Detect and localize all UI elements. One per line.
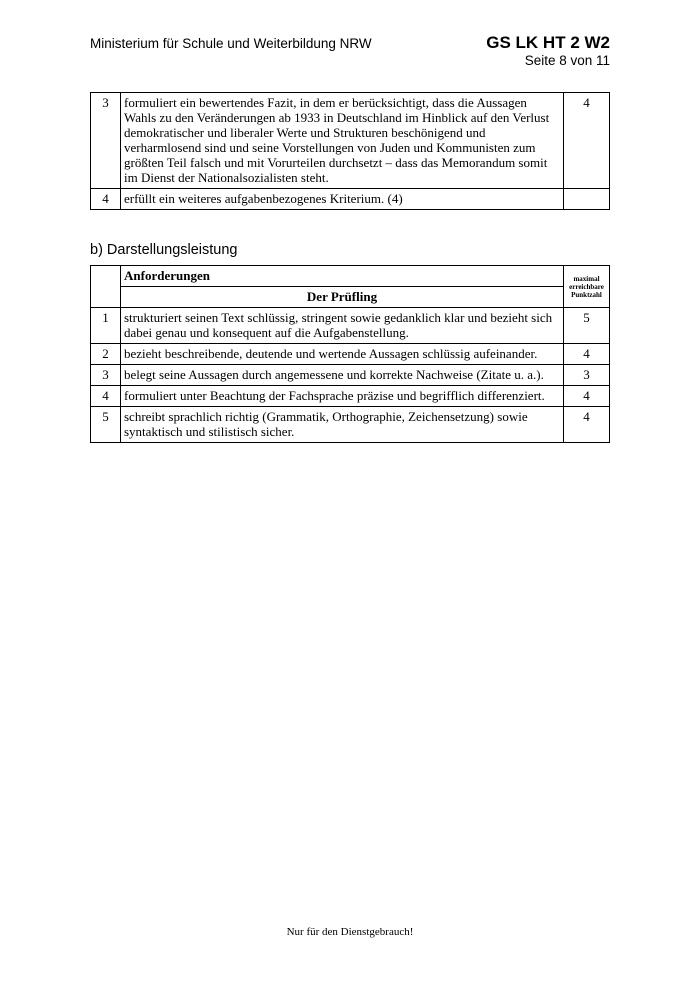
- section-title: b) Darstellungsleistung: [90, 242, 238, 258]
- table-subheader-row: [91, 287, 610, 308]
- criterion-points: 4: [564, 407, 610, 443]
- criterion-text: strukturiert seinen Text schlüssig, stringent sowie gedanklich klar und bezieht sich dabei genau und konsequent auf die Aufgabenstellung.: [121, 308, 564, 344]
- criterion-text: bezieht beschreibende, deutende und wertende Aussagen schlüssig aufeinander.: [121, 344, 564, 365]
- criterion-points: 5: [564, 308, 610, 344]
- max-points-header: maximal erreichbare Punktzahl: [564, 266, 610, 308]
- table-header-row: [91, 266, 610, 287]
- subject-header: Der Prüfling: [121, 287, 564, 308]
- criterion-text: erfüllt ein weiteres aufgabenbezogenes Kriterium. (4): [121, 189, 564, 210]
- row-number: 5: [91, 407, 121, 443]
- table-row: [91, 407, 610, 443]
- row-number: 3: [91, 93, 121, 189]
- row-number: 1: [91, 308, 121, 344]
- criterion-points: 4: [564, 93, 610, 189]
- requirements-header: Anforderungen: [121, 266, 564, 287]
- criterion-text: formuliert ein bewertendes Fazit, in dem er berücksichtigt, dass die Aussagen Wahls zu den Veränderungen ab 1933 in Deutschland im Hinblick auf den Verlust demokratischer und liberaler Werte und Strukturen beschönigend und verharmlosend sind und seine Vorstellungen von Juden und Kommunisten zum größten Teil falsch und mit Vorurteilen durchsetzt – dass das Memorandum somit im Dienst der Nationalsozialisten steht.: [121, 93, 564, 189]
- row-number: 4: [91, 386, 121, 407]
- header-empty-cell: [91, 266, 121, 308]
- criterion-text: formuliert unter Beachtung der Fachsprache präzise und begrifflich differenziert.: [121, 386, 564, 407]
- page-number: Seite 8 von 11: [524, 53, 610, 68]
- criterion-points: 3: [564, 365, 610, 386]
- row-number: 4: [91, 189, 121, 210]
- ministry-name: Ministerium für Schule und Weiterbildung NRW: [90, 36, 372, 51]
- row-number: 2: [91, 344, 121, 365]
- criterion-points: 4: [564, 344, 610, 365]
- criterion-text: schreibt sprachlich richtig (Grammatik, Orthographie, Zeichensetzung) sowie syntaktisch und stilistisch sicher.: [121, 407, 564, 443]
- row-number: 3: [91, 365, 121, 386]
- table-row: [91, 189, 610, 210]
- document-header: [486, 33, 610, 68]
- table-row: [91, 93, 610, 189]
- criterion-text: belegt seine Aussagen durch angemessene und korrekte Nachweise (Zitate u. a.).: [121, 365, 564, 386]
- table-row: [91, 386, 610, 407]
- table-row: [91, 308, 610, 344]
- table-row: [91, 344, 610, 365]
- criterion-points: [564, 189, 610, 210]
- content-criteria-table: [90, 92, 610, 210]
- criterion-points: 4: [564, 386, 610, 407]
- presentation-criteria-table: [90, 265, 610, 443]
- table-row: [91, 365, 610, 386]
- document-code: GS LK HT 2 W2: [486, 33, 610, 52]
- footer-note: Nur für den Dienstgebrauch!: [286, 926, 414, 938]
